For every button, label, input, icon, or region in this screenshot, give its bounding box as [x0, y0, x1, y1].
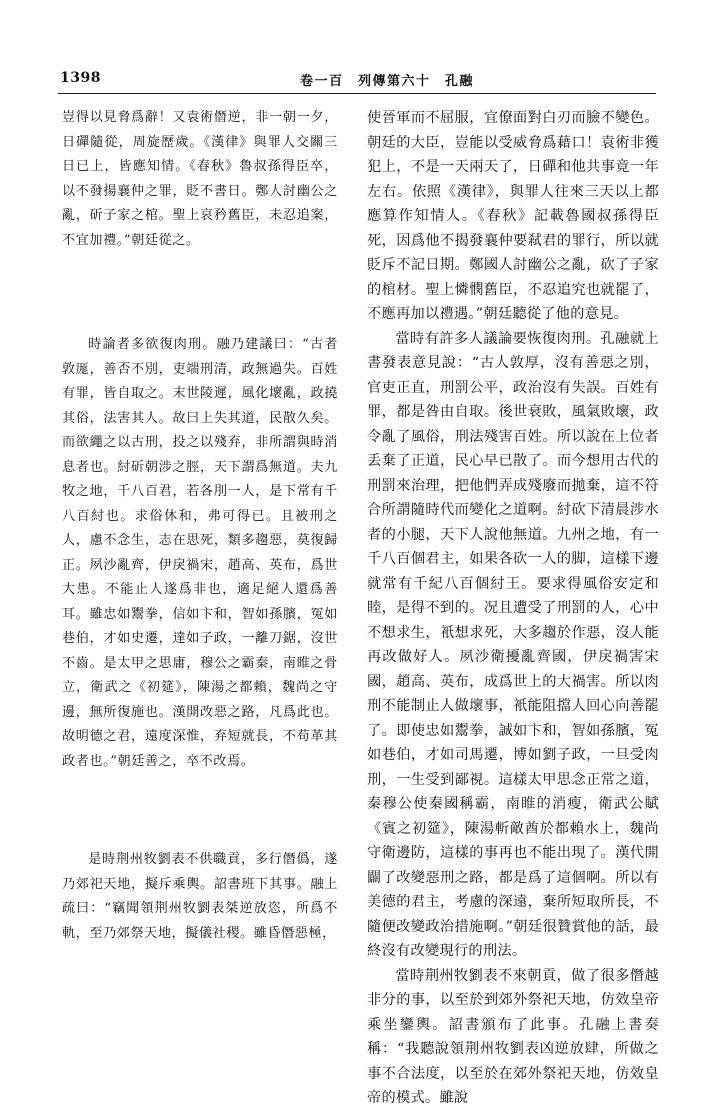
modern-paragraph-1: 使晉軍而不屈服，宜僚面對白刃而臉不變色。朝廷的大臣，豈能以受威脅爲藉口！袁術非獲犯上，不是一天兩天了，日磾和他共事竟一年左右。依照《漢律》，與罪人往來三天以上都應算作知情人。《春秋》記載魯國叔孫得臣死，因爲他不揭發襄仲要弒君的罪行，所以就貶斥不記日期。鄭國人討幽公之亂，砍了子家的棺材。聖上憐憫舊臣，不忍追究也就罷了，不應再加以禮遇。”朝廷聽從了他的意見。: [367, 110, 659, 322]
paragraph-gap: [62, 774, 338, 848]
modern-paragraph-2: 當時有許多人議論要恢復肉刑。孔融就上書發表意見說：“古人敦厚，沒有善惡之別，官吏正直，刑罰公平，政治沒有失誤。百姓有罪，都是咎由自取。後世衰敗，風氣敗壞，政令亂了風俗，刑法殘害百姓。所以說在上位者丢棄了正道，民心早已散了。而今想用古代的刑罰來治理，把他們弄成殘廢而拋棄，這不符合所謂隨時代而變化之道啊。紂砍下清晨涉水者的小腿，天下人說他無道。九州之地，有一千八百個君主，如果各砍一人的脚，這樣下邊就常有千紀八百個紂王。要求得風俗安定和睦，是得不到的。况且遭受了刑罰的人，心中不想求生，衹想求死，大多趨於作惡，沒人能再改做好人。夙沙衛擾亂齊國，伊戾禍害宋國，趙高、英布，成爲世上的大禍害。所以肉刑不能制止人做壞事，衹能阻擋人回心向善罷了。即使忠如鬻拳，誠如卞和，智如孫臏，冤如巷伯，才如司馬遷，博如劉子政，一旦受肉刑，一生受到鄙視。這樣太甲思念正常之道，秦穆公使秦國稱霸，南睢的消瘦，衛武公賦《賓之初筵》，陳湯斬敵酋於都賴水上，魏尚守衛邊防，這樣的事再也不能出現了。漢代開闢了改變惡刑之路，都是爲了這個啊。所以有美德的君主，考慮的深遠，棄所短取所長，不隨便改變政治措施啊。”朝廷很贊賞他的話，最終沒有改變現行的刑法。: [367, 330, 659, 959]
classical-paragraph-2: 時論者多欲復肉刑。融乃建議曰：“古者敦厖，善否不別，吏端刑清，政無過失。百姓有罪，皆自取之。末世陵遲，風化壞亂，政撓其俗，法害其人。故曰上失其道，民散久矣。而欲繩之以古刑，投之以殘弃，非所謂與時消息者也。紂斫朝涉之脛，天下謂爲無道。夫九牧之地，千八百君，若各刖一人，是下常有千八百紂也。求俗休和，弗可得已。且被刑之人，慮不念生，志在思死，類多趨惡，莫復歸正。夙沙亂齊，伊戾禍宋，趙高、英布，爲世大患。不能止人遂爲非也，適足絕人還爲善耳。雖忠如鬻拳，信如卞和，智如孫臏，冤如巷伯，才如史遷，達如子政，一離刀鋸，沒世不齒。是太甲之思庸，穆公之霸秦，南睢之骨立，衛武之《初筵》，陳湯之都賴，魏尚之守邊，無所復施也。漢開改惡之路，凡爲此也。故明德之君，遠度深惟，弃短就長，不苟革其政者也。”朝廷善之，卒不改焉。: [62, 337, 338, 769]
classical-paragraph-1: 豈得以見脅爲辭！又袁術僭逆，非一朝一夕，日磾隨從，周旋歷歲。《漢律》與罪人交關三日已上，皆應知情。《春秋》魯叔孫得臣卒，以不發揚襄仲之罪，貶不書日。鄭人討幽公之亂，斫子家之棺。聖上哀矜舊臣，未忍追案，不宜加禮。”朝廷從之。: [62, 110, 338, 248]
classical-paragraph-3: 是時荆州牧劉表不供職貢，多行僭僞，遂乃郊祀天地，擬斥乘輿。詔書班下其事。融上疏曰：“竊聞領荆州牧劉表桀逆放恣，所爲不軌，至乃郊祭天地，擬儀社稷。雖昏僭惡極，: [62, 852, 338, 941]
modern-translation-column: [367, 106, 659, 1111]
modern-paragraph-3: 當時荆州牧劉表不來朝貢，做了很多僭越非分的事，以至於到郊外祭祀天地，仿效皇帝乘坐鑾輿。詔書頒布了此事。孔融上書奏稱：“我聽說領荆州牧劉表凶逆放肆，所做之事不合法度，以至於在郊外祭祀天地，仿效皇帝的模式。雖說: [367, 967, 659, 1106]
paragraph-gap: [62, 253, 338, 333]
classical-text-column: [62, 106, 338, 946]
header-rule: [58, 93, 656, 94]
page-number: 1398: [60, 70, 101, 86]
running-title: 卷一百 列傳第六十 孔融: [300, 74, 475, 89]
